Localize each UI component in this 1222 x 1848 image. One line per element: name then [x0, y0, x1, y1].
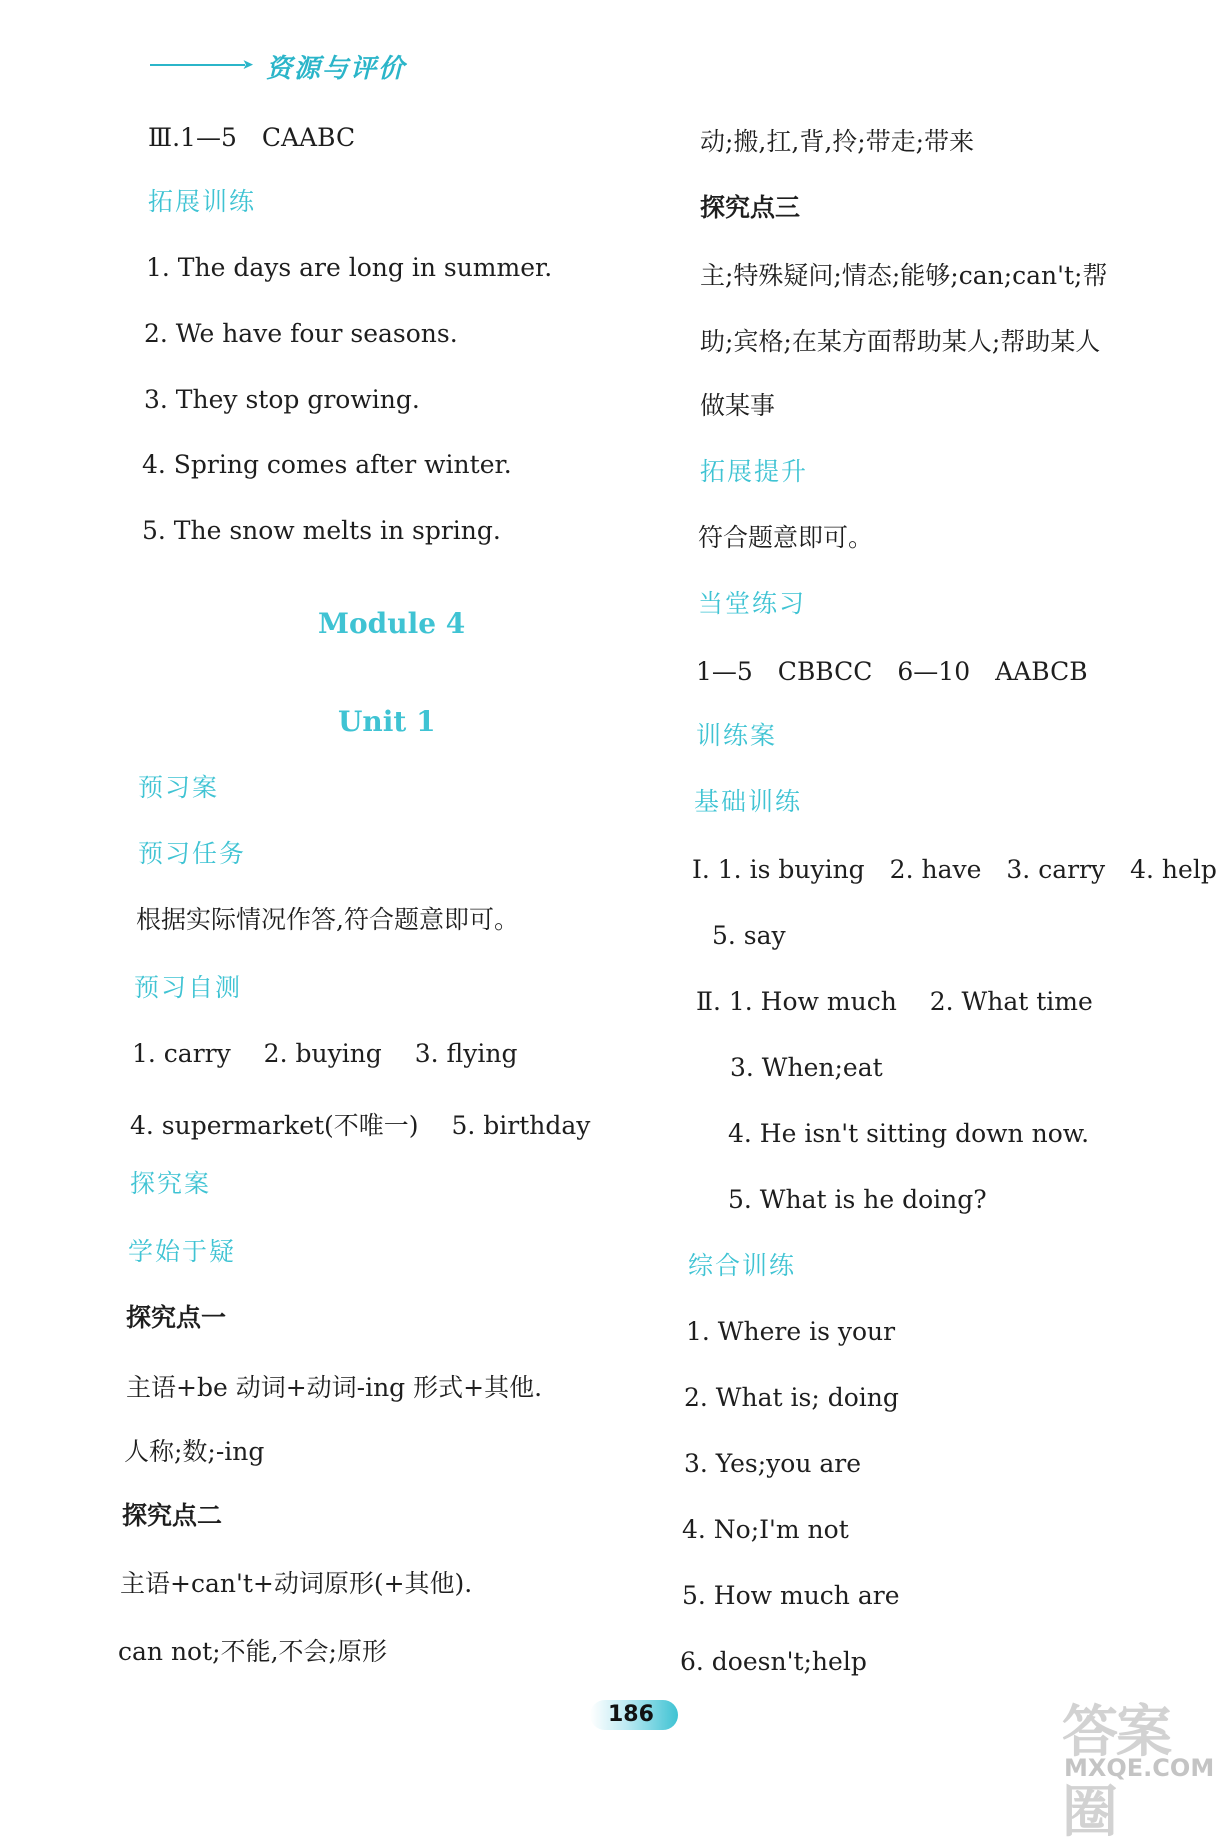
answer-line: 人称;数;-ing	[124, 1437, 265, 1466]
answer-line: 符合题意即可。	[698, 523, 874, 552]
answer-line: 1—5 CBBCC 6—10 AABCB	[696, 657, 1088, 686]
answer-line: 4. No;I'm not	[682, 1515, 849, 1544]
section-heading: 预习自测	[134, 973, 243, 1002]
answer-line: 4. Spring comes after winter.	[142, 450, 512, 479]
answer-line: 助;宾格;在某方面帮助某人;帮助某人	[700, 327, 1101, 356]
header-title: 资源与评价	[266, 54, 407, 84]
answer-line: 4. He isn't sitting down now.	[728, 1119, 1090, 1148]
section-heading: 学始于疑	[128, 1237, 237, 1266]
section-heading: 基础训练	[694, 787, 803, 816]
subsection-heading: 探究点一	[126, 1303, 227, 1332]
answer-line: 主语+be 动词+动词-ing 形式+其他.	[126, 1373, 543, 1402]
answer-line: can not;不能,不会;原形	[118, 1637, 387, 1666]
answer-line: 做某事	[700, 391, 776, 420]
answer-line: 2. What is; doing	[684, 1383, 899, 1412]
answer-line: 4. supermarket(不唯一) 5. birthday	[130, 1111, 591, 1140]
answer-line: 5. What is he doing?	[728, 1185, 987, 1214]
answer-line: 根据实际情况作答,符合题意即可。	[136, 905, 519, 934]
section-heading: 探究案	[130, 1169, 212, 1198]
watermark-text: 答案圈	[1062, 1700, 1170, 1845]
answer-line: 5. How much are	[682, 1581, 900, 1610]
answer-line: 动;搬,扛,背,拎;带走;带来	[700, 127, 975, 156]
section-heading: 拓展训练	[148, 187, 257, 216]
watermark-url: MXQE.COM	[1064, 1754, 1215, 1782]
answer-line: 主语+can't+动词原形(+其他).	[120, 1569, 473, 1598]
unit-title: Unit 1	[338, 705, 436, 738]
answer-line: Ⅱ. 1. How much 2. What time	[696, 987, 1093, 1016]
subsection-heading: 探究点三	[700, 193, 801, 222]
section-heading: 预习任务	[138, 839, 247, 868]
answer-line: 1. Where is your	[686, 1317, 896, 1346]
answer-line: 1. The days are long in summer.	[146, 253, 553, 282]
answer-line: 1. carry 2. buying 3. flying	[132, 1039, 518, 1068]
section-heading: 拓展提升	[700, 457, 809, 486]
answer-line: Ⅲ.1—5 CAABC	[148, 123, 356, 152]
answer-line: 3. They stop growing.	[144, 385, 420, 414]
answer-line: 6. doesn't;help	[680, 1647, 867, 1676]
page-number: 186	[608, 1702, 654, 1727]
answer-line: 2. We have four seasons.	[144, 319, 458, 348]
answer-line: 5. say	[712, 921, 786, 950]
answer-line: 3. When;eat	[730, 1053, 883, 1082]
answer-line: 3. Yes;you are	[684, 1449, 862, 1478]
header-rule	[150, 64, 245, 66]
section-heading: 当堂练习	[698, 589, 807, 618]
section-heading: 预习案	[138, 773, 220, 802]
answer-line: 5. The snow melts in spring.	[142, 516, 501, 545]
subsection-heading: 探究点二	[122, 1501, 223, 1530]
page-number-badge	[590, 1698, 680, 1732]
page-header	[150, 48, 450, 88]
answer-line: Ⅰ. 1. is buying 2. have 3. carry 4. help	[692, 855, 1217, 884]
watermark-logo	[1058, 1688, 1218, 1845]
module-title: Module 4	[318, 607, 466, 640]
arrow-icon: ➤	[242, 57, 254, 73]
answer-line: 主;特殊疑问;情态;能够;can;can't;帮	[700, 261, 1108, 290]
section-heading: 训练案	[696, 721, 778, 750]
section-heading: 综合训练	[688, 1251, 797, 1280]
